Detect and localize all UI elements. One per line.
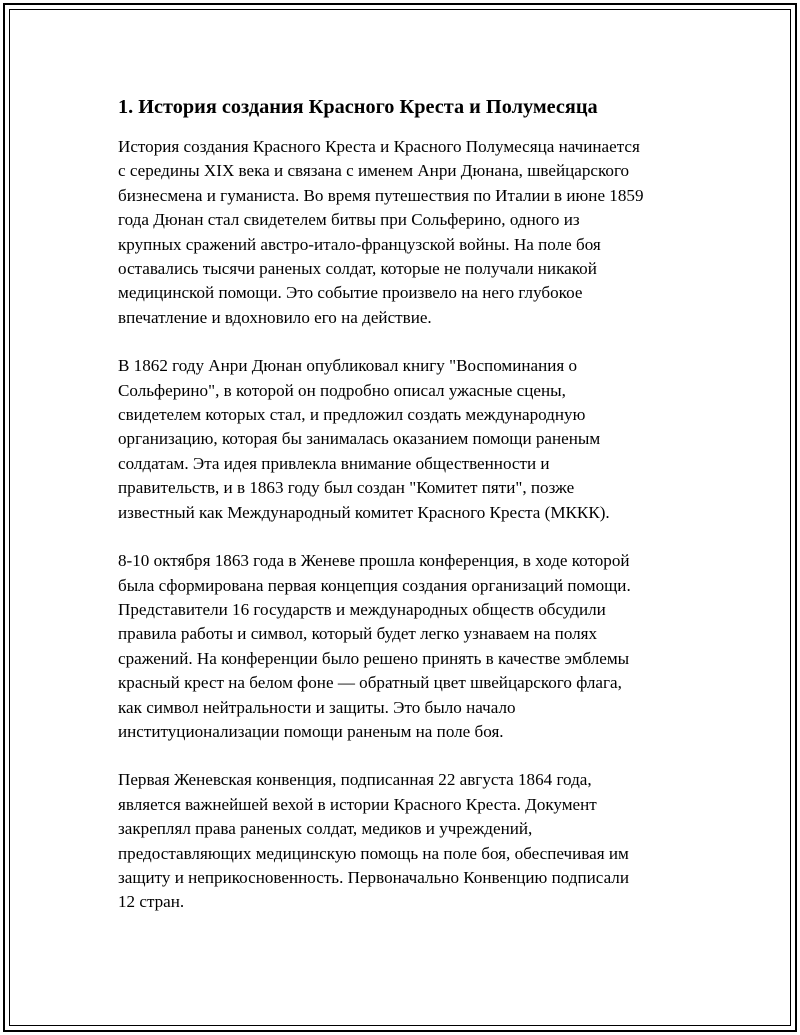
paragraph-1: [118, 135, 708, 330]
paragraph-line: предоставляющих медицинскую помощь на поле боя, обеспечивая им: [118, 843, 629, 863]
paragraph-line: сражений. На конференции было решено принять в качестве эмблемы: [118, 648, 630, 668]
paragraph-3: [118, 549, 708, 744]
paragraph-line: правила работы и символ, который будет легко узнаваем на полях: [118, 624, 598, 644]
paragraph-line: институционализации помощи раненым на поле боя.: [118, 721, 504, 741]
paragraph-2: [118, 354, 708, 525]
paragraph-line: закреплял права раненых солдат, медиков и учреждений,: [118, 819, 533, 839]
section-title: 1. История создания Красного Креста и Полумесяца: [118, 96, 598, 118]
paragraph-line: солдатам. Эта идея привлекла внимание общественности и: [118, 453, 550, 473]
paragraph-line: была сформирована первая концепция создания организаций помощи.: [118, 575, 631, 595]
paragraphs: [118, 135, 708, 915]
paragraph-line: правительств, и в 1863 году был создан "Комитет пяти", позже: [118, 478, 575, 498]
paragraph-line: года Дюнан стал свидетелем битвы при Сольферино, одного из: [118, 210, 580, 230]
paragraph-line: как символ нейтральности и защиты. Это было начало: [118, 697, 516, 717]
paragraph-line: медицинской помощи. Это событие произвело на него глубокое: [118, 283, 583, 303]
paragraph-line: Первая Женевская конвенция, подписанная 22 августа 1864 года,: [118, 770, 592, 790]
paragraph-line: защиту и неприкосновенность. Первоначально Конвенцию подписали: [118, 867, 629, 887]
paragraph-line: с середины XIX века и связана с именем Анри Дюнана, швейцарского: [118, 161, 630, 181]
paragraph-line: оставались тысячи раненых солдат, которые не получали никакой: [118, 259, 597, 279]
paragraph-line: 8-10 октября 1863 года в Женеве прошла конференция, в ходе которой: [118, 551, 630, 571]
paragraph-line: красный крест на белом фоне — обратный цвет швейцарского флага,: [118, 673, 622, 693]
paragraph-line: бизнесмена и гуманиста. Во время путешествия по Италии в июне 1859: [118, 185, 644, 205]
paragraph-line: 12 стран.: [118, 892, 185, 912]
document-body: [118, 93, 708, 939]
paragraph-line: впечатление и вдохновило его на действие.: [118, 307, 432, 327]
paragraph-line: Представители 16 государств и международных обществ обсудили: [118, 599, 606, 619]
paragraph-4: [118, 768, 708, 914]
paragraph-line: известный как Международный комитет Красного Креста (МККК).: [118, 502, 610, 522]
paragraph-line: История создания Красного Креста и Красного Полумесяца начинается: [118, 137, 640, 156]
paragraph-line: является важнейшей вехой в истории Красного Креста. Документ: [118, 794, 597, 814]
paragraph-line: крупных сражений австро-итало-французской войны. На поле боя: [118, 234, 601, 254]
paragraph-line: организацию, которая бы занималась оказанием помощи раненым: [118, 429, 601, 449]
paragraph-line: свидетелем которых стал, и предложил создать международную: [118, 405, 586, 425]
paragraph-line: В 1862 году Анри Дюнан опубликовал книгу "Воспоминания о: [118, 356, 578, 376]
paragraph-line: Сольферино", в которой он подробно описал ужасные сцены,: [118, 380, 566, 400]
